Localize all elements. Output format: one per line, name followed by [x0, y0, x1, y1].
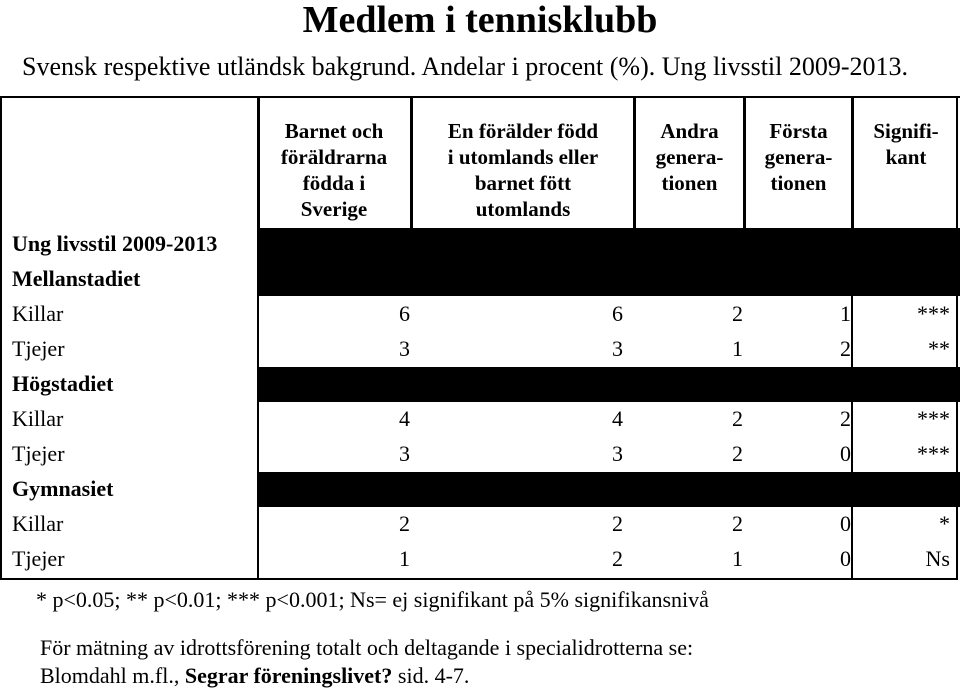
column-header-sweden: [258, 118, 410, 222]
table-cell: 2: [840, 406, 851, 431]
table-cell: 2: [732, 301, 743, 326]
row-label: Tjejer: [12, 441, 65, 466]
table-cell: 2: [732, 406, 743, 431]
section-bar: [257, 367, 960, 402]
reference-title: Segrar föreningslivet?: [184, 663, 393, 688]
table-cell: 2: [732, 441, 743, 466]
column-header-line: utomlands: [475, 197, 571, 221]
column-header-significant: [854, 118, 958, 170]
table-cell: 0: [840, 546, 851, 571]
table-cell: ***: [917, 301, 950, 326]
significance-column-divider: [851, 296, 853, 580]
table-cell: 0: [840, 511, 851, 536]
reference-note-line1: För mätning av idrottsförening totalt och deltagande i specialidrotterna se:: [40, 635, 694, 660]
row-header: Ung livsstil 2009-2013: [12, 231, 218, 256]
table-cell: 2: [840, 336, 851, 361]
table-cell: 4: [399, 406, 410, 431]
column-header-line: Sverige: [300, 197, 368, 221]
significance-footnote: * p<0.05; ** p<0.01; *** p<0.001; Ns= ej signifikant på 5% signifikansnivå: [36, 587, 709, 612]
page-subtitle: Svensk respektive utländsk bakgrund. Andelar i procent (%). Ung livsstil 2009-2013.: [22, 52, 909, 81]
column-header-second-generation: [636, 118, 743, 196]
column-header-one-parent: [413, 118, 633, 222]
column-header-line: Andra: [660, 119, 719, 143]
table-cell: 6: [612, 301, 623, 326]
column-header-first-generation: [746, 118, 851, 196]
table-cell: 3: [399, 336, 410, 361]
reference-note-line2: [40, 662, 469, 690]
column-header-line: föräldrarna: [280, 145, 388, 169]
table-cell: 2: [612, 511, 623, 536]
section-bar: [257, 472, 960, 507]
reference-pages: sid. 4-7.: [392, 663, 470, 688]
column-header-line: Signifi-: [873, 119, 939, 143]
reference-author: Blomdahl m.fl.,: [40, 663, 185, 688]
table-cell: 1: [732, 546, 743, 571]
table-cell: 1: [732, 336, 743, 361]
row-label: Tjejer: [12, 336, 65, 361]
table-cell: 0: [840, 441, 851, 466]
row-label: Tjejer: [12, 546, 65, 571]
column-header-line: En förälder född: [447, 119, 599, 143]
row-label: Killar: [12, 511, 64, 536]
table-cell: 3: [399, 441, 410, 466]
column-header-line: Första: [769, 119, 828, 143]
table-cell: 2: [732, 511, 743, 536]
table-cell: ***: [917, 406, 950, 431]
column-header-line: födda i: [302, 171, 366, 195]
section-label: Gymnasiet: [12, 476, 114, 501]
table-cell: 3: [612, 441, 623, 466]
section-label: Högstadiet: [12, 371, 114, 396]
column-header-line: tionen: [770, 171, 827, 195]
table-cell: 2: [612, 546, 623, 571]
table-cell: 1: [840, 301, 851, 326]
section-label: Mellanstadiet: [12, 266, 141, 291]
table-cell: 2: [399, 511, 410, 536]
table-cell: *: [939, 511, 950, 536]
column-header-line: i utomlands eller: [447, 145, 599, 169]
row-label: Killar: [12, 406, 64, 431]
page-title: Medlem i tennisklubb: [302, 0, 658, 41]
table-cell: 4: [612, 406, 623, 431]
column-header-line: kant: [885, 145, 927, 169]
section-bar: [257, 228, 960, 296]
column-header-line: genera-: [655, 145, 724, 169]
table-cell: **: [928, 336, 950, 361]
column-header-line: Barnet och: [284, 119, 384, 143]
column-header-line: barnet fött: [474, 171, 572, 195]
column-header-line: genera-: [764, 145, 833, 169]
table-cell: ***: [917, 441, 950, 466]
table-cell: 3: [612, 336, 623, 361]
column-header-line: tionen: [661, 171, 718, 195]
table-cell: Ns: [925, 546, 950, 571]
table-cell: 1: [399, 546, 410, 571]
table-cell: 6: [399, 301, 410, 326]
row-label: Killar: [12, 301, 64, 326]
